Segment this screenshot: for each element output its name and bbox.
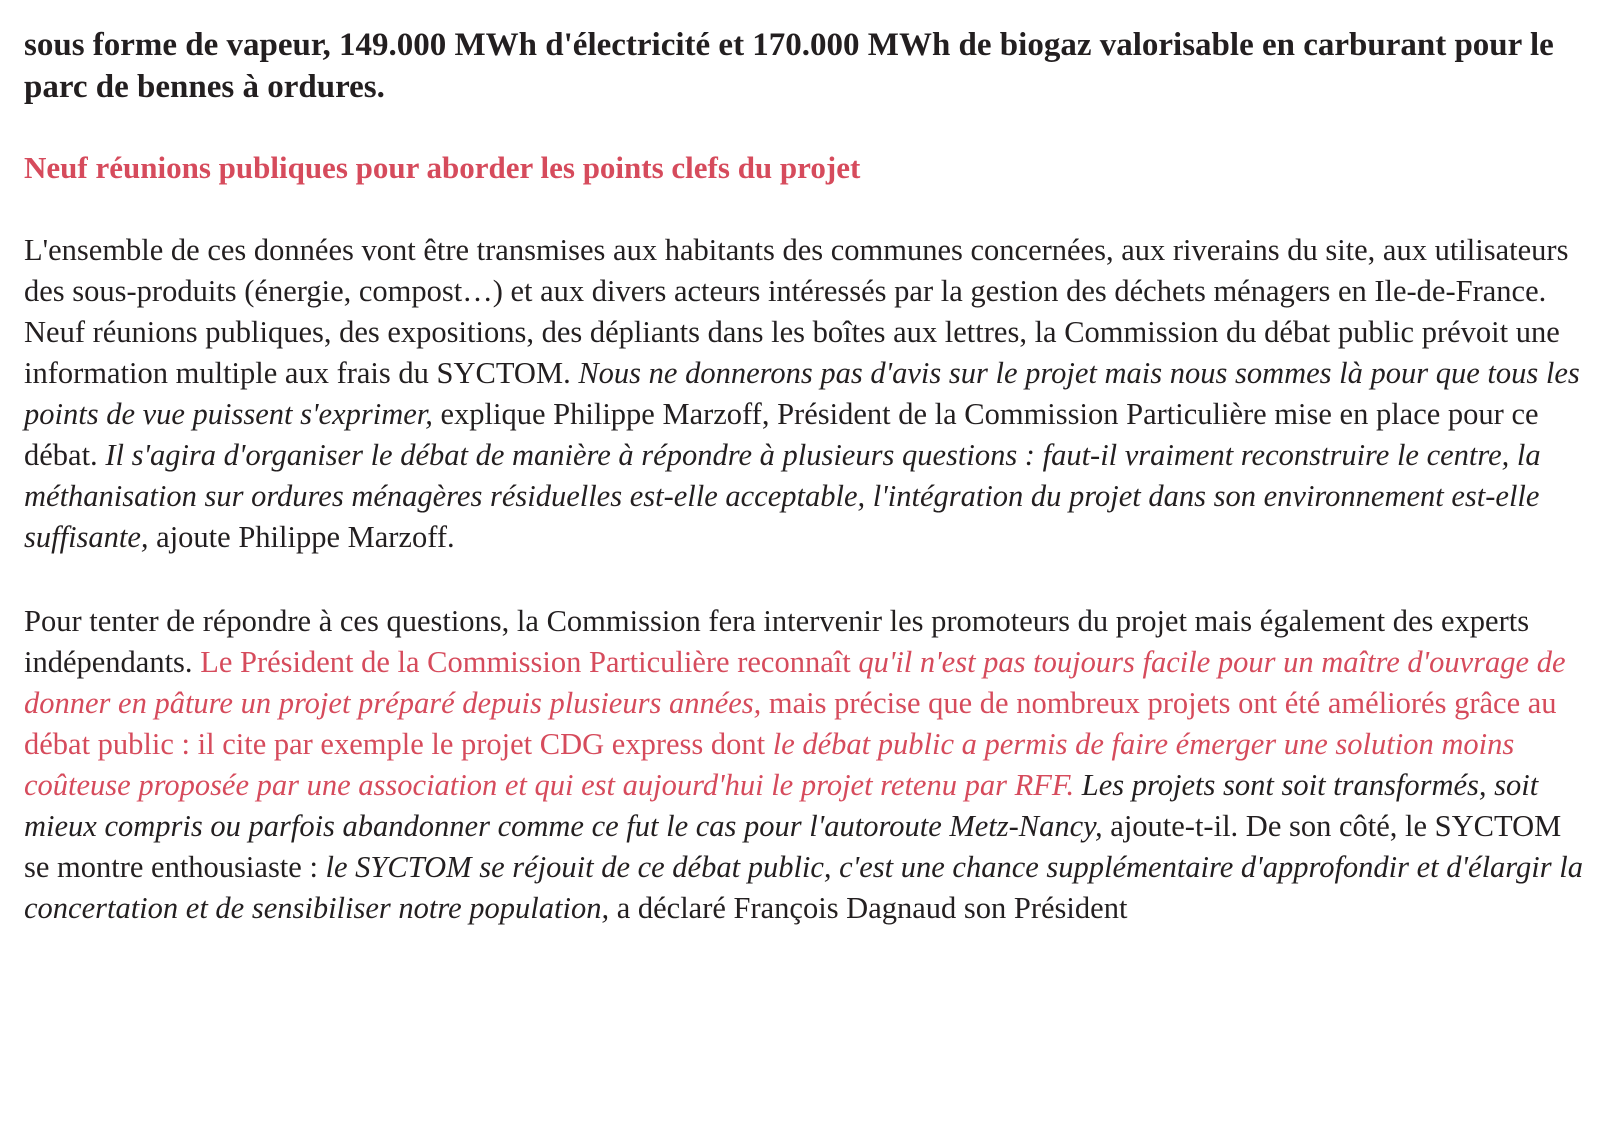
- paragraph2-red-quote2: le débat public a permis de faire émerger une solution moins coûteuse proposée par une association et qui est aujourd'hui le projet retenu par RFF.: [24, 727, 1515, 802]
- paragraph2-part3: a déclaré François Dagnaud son Président: [616, 891, 1128, 925]
- paragraph1-part1: L'ensemble de ces données vont être transmises aux habitants des communes concernées, aux riverains du site, aux utilisateurs des sous-produits (énergie, compost…) et aux divers acteurs intéressés par la gestion des déchets ménagers en Ile-de-France. Neuf réunions publiques, des expositions, des dépliants dans les boîtes aux lettres, la Commission du débat public prévoit une information multiple aux frais du SYCTOM.: [24, 233, 1569, 390]
- section-heading: Neuf réunions publiques pour aborder les points clefs du projet: [24, 150, 861, 185]
- paragraph2-part1: Pour tenter de répondre à ces questions, la Commission fera intervenir les promoteurs du projet mais également des experts indépendants.: [24, 604, 1530, 679]
- body-paragraph-2: [24, 601, 1584, 929]
- paragraph2-red-quote1: qu'il n'est pas toujours facile pour un maître d'ouvrage de donner en pâture un projet préparé depuis plusieurs années,: [24, 645, 1566, 720]
- paragraph1-part3: ajoute Philippe Marzoff.: [156, 520, 455, 554]
- intro-text: sous forme de vapeur, 149.000 MWh d'électricité et 170.000 MWh de biogaz valorisable en carburant pour le parc de bennes à ordures.: [24, 27, 1554, 105]
- paragraph2-red2: mais précise que de nombreux projets ont été améliorés grâce au débat public : il cite par exemple le projet CDG express dont: [24, 686, 1557, 761]
- paragraph1-quote1: Nous ne donnerons pas d'avis sur le projet mais nous sommes là pour que tous les points de vue puissent s'exprimer,: [24, 356, 1580, 431]
- body-paragraph-1: [24, 230, 1584, 558]
- paragraph1-quote2: Il s'agira d'organiser le débat de manière à répondre à plusieurs questions : faut-il vraiment reconstruire le centre, la méthanisation sur ordures ménagères résiduelles est-elle acceptable, l'intégration du projet dans son environnement est-elle suffisante,: [24, 438, 1541, 554]
- paragraph2-red1: Le Président de la Commission Particulière reconnaît: [200, 645, 851, 679]
- intro-paragraph: [24, 24, 1584, 108]
- paragraph1-part2: explique Philippe Marzoff, Président de la Commission Particulière mise en place pour ce débat.: [24, 397, 1539, 472]
- paragraph2-part2: ajoute-t-il. De son côté, le SYCTOM se montre enthousiaste :: [24, 809, 1562, 884]
- paragraph2-quote4: le SYCTOM se réjouit de ce débat public, c'est une chance supplémentaire d'approfondir et d'élargir la concertation et de sensibiliser notre population,: [24, 850, 1583, 925]
- paragraph2-quote3: Les projets sont soit transformés, soit mieux compris ou parfois abandonner comme ce fut le cas pour l'autoroute Metz-Nancy,: [24, 768, 1539, 843]
